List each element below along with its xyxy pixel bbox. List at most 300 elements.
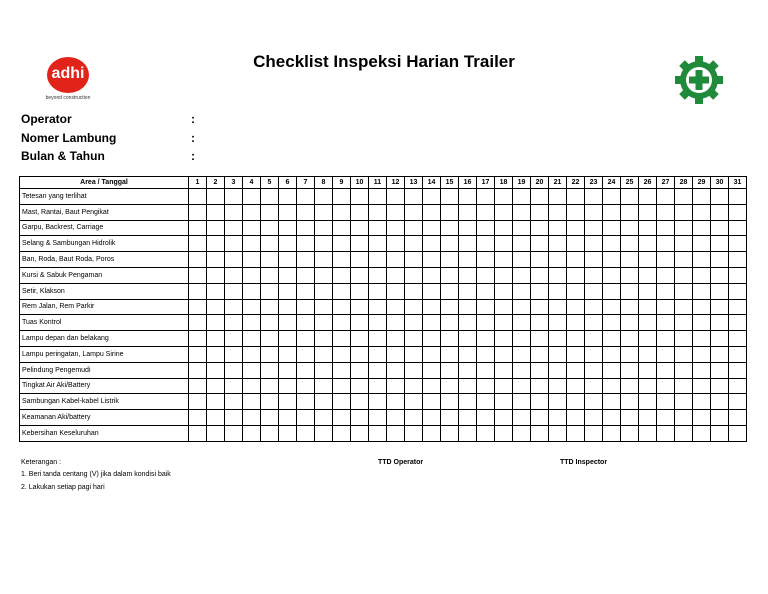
check-cell[interactable] <box>369 204 387 220</box>
check-cell[interactable] <box>621 394 639 410</box>
check-cell[interactable] <box>423 267 441 283</box>
check-cell[interactable] <box>657 378 675 394</box>
check-cell[interactable] <box>459 378 477 394</box>
check-cell[interactable] <box>495 378 513 394</box>
check-cell[interactable] <box>369 346 387 362</box>
check-cell[interactable] <box>315 204 333 220</box>
check-cell[interactable] <box>189 315 207 331</box>
check-cell[interactable] <box>315 410 333 426</box>
check-cell[interactable] <box>297 252 315 268</box>
check-cell[interactable] <box>657 299 675 315</box>
check-cell[interactable] <box>693 394 711 410</box>
check-cell[interactable] <box>657 204 675 220</box>
check-cell[interactable] <box>333 299 351 315</box>
check-cell[interactable] <box>459 362 477 378</box>
check-cell[interactable] <box>621 299 639 315</box>
check-cell[interactable] <box>225 378 243 394</box>
check-cell[interactable] <box>261 362 279 378</box>
check-cell[interactable] <box>207 346 225 362</box>
check-cell[interactable] <box>567 410 585 426</box>
check-cell[interactable] <box>351 220 369 236</box>
check-cell[interactable] <box>693 331 711 347</box>
check-cell[interactable] <box>207 425 225 441</box>
check-cell[interactable] <box>477 362 495 378</box>
check-cell[interactable] <box>279 236 297 252</box>
check-cell[interactable] <box>351 394 369 410</box>
check-cell[interactable] <box>513 236 531 252</box>
check-cell[interactable] <box>387 283 405 299</box>
check-cell[interactable] <box>729 315 747 331</box>
check-cell[interactable] <box>405 252 423 268</box>
check-cell[interactable] <box>711 299 729 315</box>
check-cell[interactable] <box>261 189 279 205</box>
check-cell[interactable] <box>369 394 387 410</box>
check-cell[interactable] <box>585 189 603 205</box>
check-cell[interactable] <box>423 189 441 205</box>
check-cell[interactable] <box>333 236 351 252</box>
check-cell[interactable] <box>441 425 459 441</box>
check-cell[interactable] <box>297 394 315 410</box>
check-cell[interactable] <box>729 394 747 410</box>
check-cell[interactable] <box>711 394 729 410</box>
check-cell[interactable] <box>423 220 441 236</box>
check-cell[interactable] <box>729 283 747 299</box>
check-cell[interactable] <box>549 346 567 362</box>
check-cell[interactable] <box>333 346 351 362</box>
check-cell[interactable] <box>315 299 333 315</box>
check-cell[interactable] <box>405 378 423 394</box>
check-cell[interactable] <box>333 394 351 410</box>
check-cell[interactable] <box>405 267 423 283</box>
check-cell[interactable] <box>657 410 675 426</box>
check-cell[interactable] <box>513 394 531 410</box>
check-cell[interactable] <box>279 283 297 299</box>
check-cell[interactable] <box>729 189 747 205</box>
check-cell[interactable] <box>513 425 531 441</box>
check-cell[interactable] <box>243 315 261 331</box>
check-cell[interactable] <box>531 189 549 205</box>
check-cell[interactable] <box>495 252 513 268</box>
check-cell[interactable] <box>297 189 315 205</box>
check-cell[interactable] <box>639 362 657 378</box>
check-cell[interactable] <box>603 362 621 378</box>
check-cell[interactable] <box>207 394 225 410</box>
check-cell[interactable] <box>639 283 657 299</box>
check-cell[interactable] <box>423 394 441 410</box>
check-cell[interactable] <box>603 220 621 236</box>
check-cell[interactable] <box>531 283 549 299</box>
check-cell[interactable] <box>549 362 567 378</box>
check-cell[interactable] <box>279 378 297 394</box>
check-cell[interactable] <box>567 394 585 410</box>
check-cell[interactable] <box>693 410 711 426</box>
check-cell[interactable] <box>369 425 387 441</box>
check-cell[interactable] <box>189 267 207 283</box>
check-cell[interactable] <box>603 394 621 410</box>
check-cell[interactable] <box>207 331 225 347</box>
check-cell[interactable] <box>369 315 387 331</box>
check-cell[interactable] <box>657 283 675 299</box>
check-cell[interactable] <box>333 425 351 441</box>
check-cell[interactable] <box>567 315 585 331</box>
check-cell[interactable] <box>279 189 297 205</box>
check-cell[interactable] <box>621 267 639 283</box>
check-cell[interactable] <box>495 267 513 283</box>
check-cell[interactable] <box>243 220 261 236</box>
check-cell[interactable] <box>423 283 441 299</box>
check-cell[interactable] <box>207 362 225 378</box>
check-cell[interactable] <box>405 394 423 410</box>
check-cell[interactable] <box>459 346 477 362</box>
check-cell[interactable] <box>495 315 513 331</box>
check-cell[interactable] <box>351 252 369 268</box>
check-cell[interactable] <box>567 189 585 205</box>
check-cell[interactable] <box>225 252 243 268</box>
check-cell[interactable] <box>711 189 729 205</box>
check-cell[interactable] <box>495 425 513 441</box>
check-cell[interactable] <box>207 252 225 268</box>
check-cell[interactable] <box>495 346 513 362</box>
check-cell[interactable] <box>351 204 369 220</box>
check-cell[interactable] <box>225 220 243 236</box>
check-cell[interactable] <box>315 283 333 299</box>
check-cell[interactable] <box>477 283 495 299</box>
check-cell[interactable] <box>297 425 315 441</box>
check-cell[interactable] <box>387 252 405 268</box>
check-cell[interactable] <box>369 331 387 347</box>
check-cell[interactable] <box>729 204 747 220</box>
check-cell[interactable] <box>441 283 459 299</box>
check-cell[interactable] <box>567 283 585 299</box>
check-cell[interactable] <box>711 267 729 283</box>
check-cell[interactable] <box>387 236 405 252</box>
check-cell[interactable] <box>279 220 297 236</box>
check-cell[interactable] <box>711 410 729 426</box>
check-cell[interactable] <box>567 378 585 394</box>
check-cell[interactable] <box>315 315 333 331</box>
check-cell[interactable] <box>261 252 279 268</box>
check-cell[interactable] <box>405 204 423 220</box>
check-cell[interactable] <box>477 236 495 252</box>
check-cell[interactable] <box>189 394 207 410</box>
check-cell[interactable] <box>585 394 603 410</box>
check-cell[interactable] <box>567 252 585 268</box>
check-cell[interactable] <box>639 425 657 441</box>
check-cell[interactable] <box>423 236 441 252</box>
check-cell[interactable] <box>729 236 747 252</box>
check-cell[interactable] <box>261 267 279 283</box>
check-cell[interactable] <box>675 299 693 315</box>
check-cell[interactable] <box>531 220 549 236</box>
check-cell[interactable] <box>513 331 531 347</box>
check-cell[interactable] <box>513 189 531 205</box>
check-cell[interactable] <box>243 189 261 205</box>
check-cell[interactable] <box>639 252 657 268</box>
check-cell[interactable] <box>387 315 405 331</box>
check-cell[interactable] <box>585 220 603 236</box>
check-cell[interactable] <box>477 220 495 236</box>
check-cell[interactable] <box>441 362 459 378</box>
check-cell[interactable] <box>459 425 477 441</box>
check-cell[interactable] <box>639 267 657 283</box>
check-cell[interactable] <box>621 378 639 394</box>
check-cell[interactable] <box>459 252 477 268</box>
check-cell[interactable] <box>567 204 585 220</box>
check-cell[interactable] <box>297 236 315 252</box>
check-cell[interactable] <box>549 425 567 441</box>
check-cell[interactable] <box>477 299 495 315</box>
check-cell[interactable] <box>261 410 279 426</box>
check-cell[interactable] <box>333 267 351 283</box>
check-cell[interactable] <box>297 378 315 394</box>
check-cell[interactable] <box>459 315 477 331</box>
check-cell[interactable] <box>315 236 333 252</box>
check-cell[interactable] <box>423 299 441 315</box>
check-cell[interactable] <box>351 299 369 315</box>
check-cell[interactable] <box>315 346 333 362</box>
check-cell[interactable] <box>441 299 459 315</box>
check-cell[interactable] <box>729 425 747 441</box>
check-cell[interactable] <box>351 189 369 205</box>
check-cell[interactable] <box>405 362 423 378</box>
check-cell[interactable] <box>189 252 207 268</box>
check-cell[interactable] <box>549 252 567 268</box>
check-cell[interactable] <box>549 410 567 426</box>
check-cell[interactable] <box>243 331 261 347</box>
check-cell[interactable] <box>369 220 387 236</box>
check-cell[interactable] <box>513 362 531 378</box>
check-cell[interactable] <box>477 410 495 426</box>
check-cell[interactable] <box>189 283 207 299</box>
check-cell[interactable] <box>711 283 729 299</box>
check-cell[interactable] <box>369 189 387 205</box>
check-cell[interactable] <box>711 346 729 362</box>
check-cell[interactable] <box>567 267 585 283</box>
check-cell[interactable] <box>261 220 279 236</box>
check-cell[interactable] <box>567 236 585 252</box>
check-cell[interactable] <box>297 410 315 426</box>
check-cell[interactable] <box>261 331 279 347</box>
check-cell[interactable] <box>261 236 279 252</box>
check-cell[interactable] <box>333 252 351 268</box>
check-cell[interactable] <box>585 425 603 441</box>
check-cell[interactable] <box>657 362 675 378</box>
check-cell[interactable] <box>729 267 747 283</box>
check-cell[interactable] <box>585 331 603 347</box>
check-cell[interactable] <box>459 283 477 299</box>
check-cell[interactable] <box>477 252 495 268</box>
check-cell[interactable] <box>387 189 405 205</box>
check-cell[interactable] <box>441 236 459 252</box>
check-cell[interactable] <box>693 346 711 362</box>
check-cell[interactable] <box>495 410 513 426</box>
check-cell[interactable] <box>477 267 495 283</box>
check-cell[interactable] <box>279 410 297 426</box>
check-cell[interactable] <box>387 425 405 441</box>
check-cell[interactable] <box>657 425 675 441</box>
check-cell[interactable] <box>225 267 243 283</box>
check-cell[interactable] <box>675 394 693 410</box>
check-cell[interactable] <box>369 236 387 252</box>
check-cell[interactable] <box>333 220 351 236</box>
check-cell[interactable] <box>639 331 657 347</box>
check-cell[interactable] <box>675 331 693 347</box>
check-cell[interactable] <box>567 346 585 362</box>
check-cell[interactable] <box>441 346 459 362</box>
check-cell[interactable] <box>495 236 513 252</box>
check-cell[interactable] <box>495 299 513 315</box>
check-cell[interactable] <box>207 315 225 331</box>
check-cell[interactable] <box>225 362 243 378</box>
check-cell[interactable] <box>477 346 495 362</box>
check-cell[interactable] <box>333 315 351 331</box>
check-cell[interactable] <box>423 425 441 441</box>
check-cell[interactable] <box>531 236 549 252</box>
check-cell[interactable] <box>675 236 693 252</box>
check-cell[interactable] <box>513 315 531 331</box>
check-cell[interactable] <box>693 252 711 268</box>
check-cell[interactable] <box>297 283 315 299</box>
check-cell[interactable] <box>621 204 639 220</box>
check-cell[interactable] <box>225 189 243 205</box>
check-cell[interactable] <box>369 410 387 426</box>
check-cell[interactable] <box>297 267 315 283</box>
check-cell[interactable] <box>711 252 729 268</box>
check-cell[interactable] <box>657 267 675 283</box>
check-cell[interactable] <box>603 267 621 283</box>
check-cell[interactable] <box>603 410 621 426</box>
check-cell[interactable] <box>387 410 405 426</box>
check-cell[interactable] <box>243 267 261 283</box>
check-cell[interactable] <box>351 378 369 394</box>
check-cell[interactable] <box>531 378 549 394</box>
check-cell[interactable] <box>387 394 405 410</box>
check-cell[interactable] <box>585 378 603 394</box>
check-cell[interactable] <box>675 267 693 283</box>
check-cell[interactable] <box>621 425 639 441</box>
check-cell[interactable] <box>675 283 693 299</box>
check-cell[interactable] <box>441 410 459 426</box>
check-cell[interactable] <box>423 315 441 331</box>
check-cell[interactable] <box>441 252 459 268</box>
check-cell[interactable] <box>405 236 423 252</box>
check-cell[interactable] <box>207 410 225 426</box>
check-cell[interactable] <box>711 220 729 236</box>
check-cell[interactable] <box>585 346 603 362</box>
check-cell[interactable] <box>693 283 711 299</box>
check-cell[interactable] <box>693 315 711 331</box>
check-cell[interactable] <box>315 220 333 236</box>
check-cell[interactable] <box>279 299 297 315</box>
check-cell[interactable] <box>243 394 261 410</box>
check-cell[interactable] <box>189 189 207 205</box>
check-cell[interactable] <box>207 267 225 283</box>
check-cell[interactable] <box>549 299 567 315</box>
check-cell[interactable] <box>297 315 315 331</box>
check-cell[interactable] <box>315 189 333 205</box>
check-cell[interactable] <box>261 204 279 220</box>
check-cell[interactable] <box>513 283 531 299</box>
check-cell[interactable] <box>639 236 657 252</box>
check-cell[interactable] <box>189 299 207 315</box>
check-cell[interactable] <box>711 378 729 394</box>
check-cell[interactable] <box>405 425 423 441</box>
check-cell[interactable] <box>477 425 495 441</box>
check-cell[interactable] <box>729 220 747 236</box>
check-cell[interactable] <box>675 362 693 378</box>
check-cell[interactable] <box>729 252 747 268</box>
check-cell[interactable] <box>279 394 297 410</box>
check-cell[interactable] <box>585 362 603 378</box>
check-cell[interactable] <box>441 267 459 283</box>
check-cell[interactable] <box>351 410 369 426</box>
check-cell[interactable] <box>423 378 441 394</box>
check-cell[interactable] <box>495 220 513 236</box>
check-cell[interactable] <box>369 252 387 268</box>
check-cell[interactable] <box>459 410 477 426</box>
check-cell[interactable] <box>315 394 333 410</box>
check-cell[interactable] <box>477 378 495 394</box>
check-cell[interactable] <box>477 394 495 410</box>
check-cell[interactable] <box>621 410 639 426</box>
check-cell[interactable] <box>369 362 387 378</box>
check-cell[interactable] <box>459 220 477 236</box>
check-cell[interactable] <box>405 189 423 205</box>
check-cell[interactable] <box>405 283 423 299</box>
check-cell[interactable] <box>729 410 747 426</box>
check-cell[interactable] <box>639 378 657 394</box>
check-cell[interactable] <box>261 346 279 362</box>
check-cell[interactable] <box>459 394 477 410</box>
check-cell[interactable] <box>621 236 639 252</box>
check-cell[interactable] <box>243 283 261 299</box>
check-cell[interactable] <box>549 283 567 299</box>
check-cell[interactable] <box>621 331 639 347</box>
check-cell[interactable] <box>243 346 261 362</box>
check-cell[interactable] <box>585 410 603 426</box>
check-cell[interactable] <box>351 267 369 283</box>
check-cell[interactable] <box>459 189 477 205</box>
check-cell[interactable] <box>549 220 567 236</box>
check-cell[interactable] <box>657 346 675 362</box>
check-cell[interactable] <box>513 299 531 315</box>
check-cell[interactable] <box>549 189 567 205</box>
check-cell[interactable] <box>315 331 333 347</box>
check-cell[interactable] <box>405 346 423 362</box>
check-cell[interactable] <box>261 315 279 331</box>
check-cell[interactable] <box>531 252 549 268</box>
check-cell[interactable] <box>603 331 621 347</box>
check-cell[interactable] <box>729 362 747 378</box>
check-cell[interactable] <box>369 299 387 315</box>
check-cell[interactable] <box>225 283 243 299</box>
check-cell[interactable] <box>297 204 315 220</box>
check-cell[interactable] <box>603 315 621 331</box>
check-cell[interactable] <box>279 252 297 268</box>
check-cell[interactable] <box>189 425 207 441</box>
check-cell[interactable] <box>639 299 657 315</box>
check-cell[interactable] <box>279 267 297 283</box>
check-cell[interactable] <box>531 362 549 378</box>
check-cell[interactable] <box>423 204 441 220</box>
check-cell[interactable] <box>657 331 675 347</box>
check-cell[interactable] <box>189 346 207 362</box>
check-cell[interactable] <box>711 362 729 378</box>
check-cell[interactable] <box>675 425 693 441</box>
check-cell[interactable] <box>441 220 459 236</box>
check-cell[interactable] <box>207 299 225 315</box>
check-cell[interactable] <box>603 378 621 394</box>
